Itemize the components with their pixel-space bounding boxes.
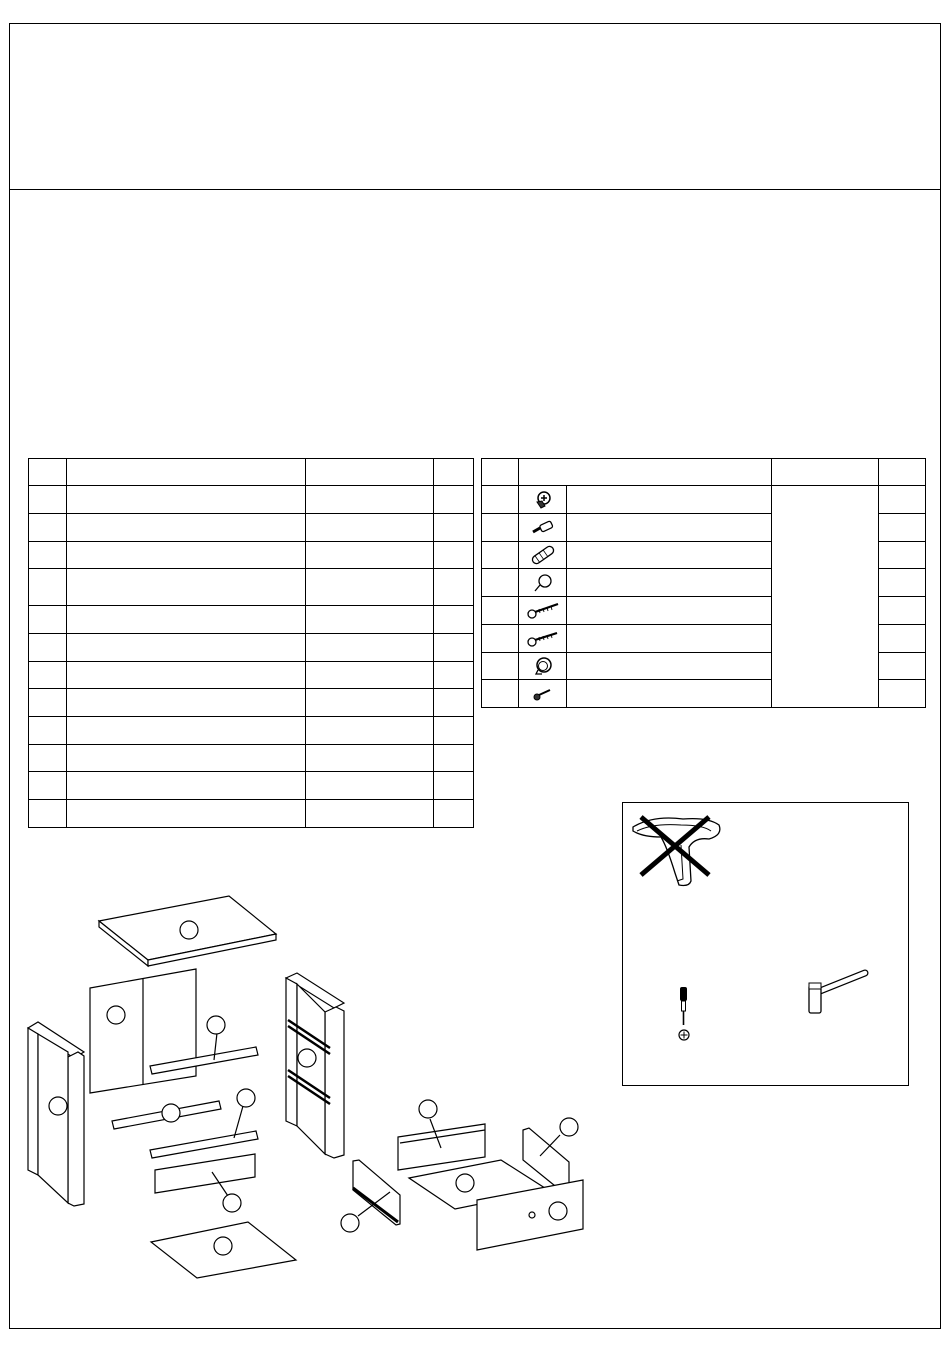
medium-screw-icon <box>519 630 566 648</box>
cam-lock-icon <box>519 489 566 511</box>
table-row <box>29 606 474 634</box>
top-panel <box>99 896 276 966</box>
right-side-panel <box>286 973 344 1158</box>
left-side-panel <box>28 1022 84 1206</box>
table-row <box>29 772 474 800</box>
tools-box <box>622 802 909 1086</box>
drawer-back <box>398 1100 485 1170</box>
bottom-panel <box>151 1222 296 1278</box>
cam-bolt-icon <box>519 520 566 536</box>
parts-table-header <box>29 459 474 486</box>
parts-table <box>28 458 474 828</box>
table-row <box>29 662 474 689</box>
hammer-icon <box>809 973 865 1013</box>
drawer-side-left <box>341 1160 400 1232</box>
phillips-screwdriver-icon <box>679 987 689 1040</box>
back-panel <box>90 969 196 1093</box>
table-row <box>29 542 474 569</box>
exploded-assembly-diagram <box>0 880 620 1300</box>
table-row <box>29 689 474 717</box>
front-rail <box>155 1154 255 1212</box>
table-row <box>29 800 474 828</box>
nail-icon <box>519 572 566 594</box>
table-row <box>482 486 926 514</box>
table-row <box>29 514 474 542</box>
short-screw-icon <box>519 686 566 702</box>
long-screw-icon <box>519 602 566 620</box>
wood-dowel-icon <box>519 543 566 567</box>
header-box <box>9 23 941 190</box>
hardware-table <box>481 458 926 708</box>
table-row <box>29 486 474 514</box>
table-row <box>29 569 474 606</box>
power-drill-crossed-icon <box>633 817 720 886</box>
table-row <box>29 634 474 662</box>
table-row <box>29 745 474 772</box>
middle-shelf <box>112 1101 221 1129</box>
table-row <box>29 717 474 745</box>
hardware-table-header <box>482 459 926 486</box>
knob-icon <box>519 655 566 677</box>
lower-shelf <box>150 1089 258 1158</box>
